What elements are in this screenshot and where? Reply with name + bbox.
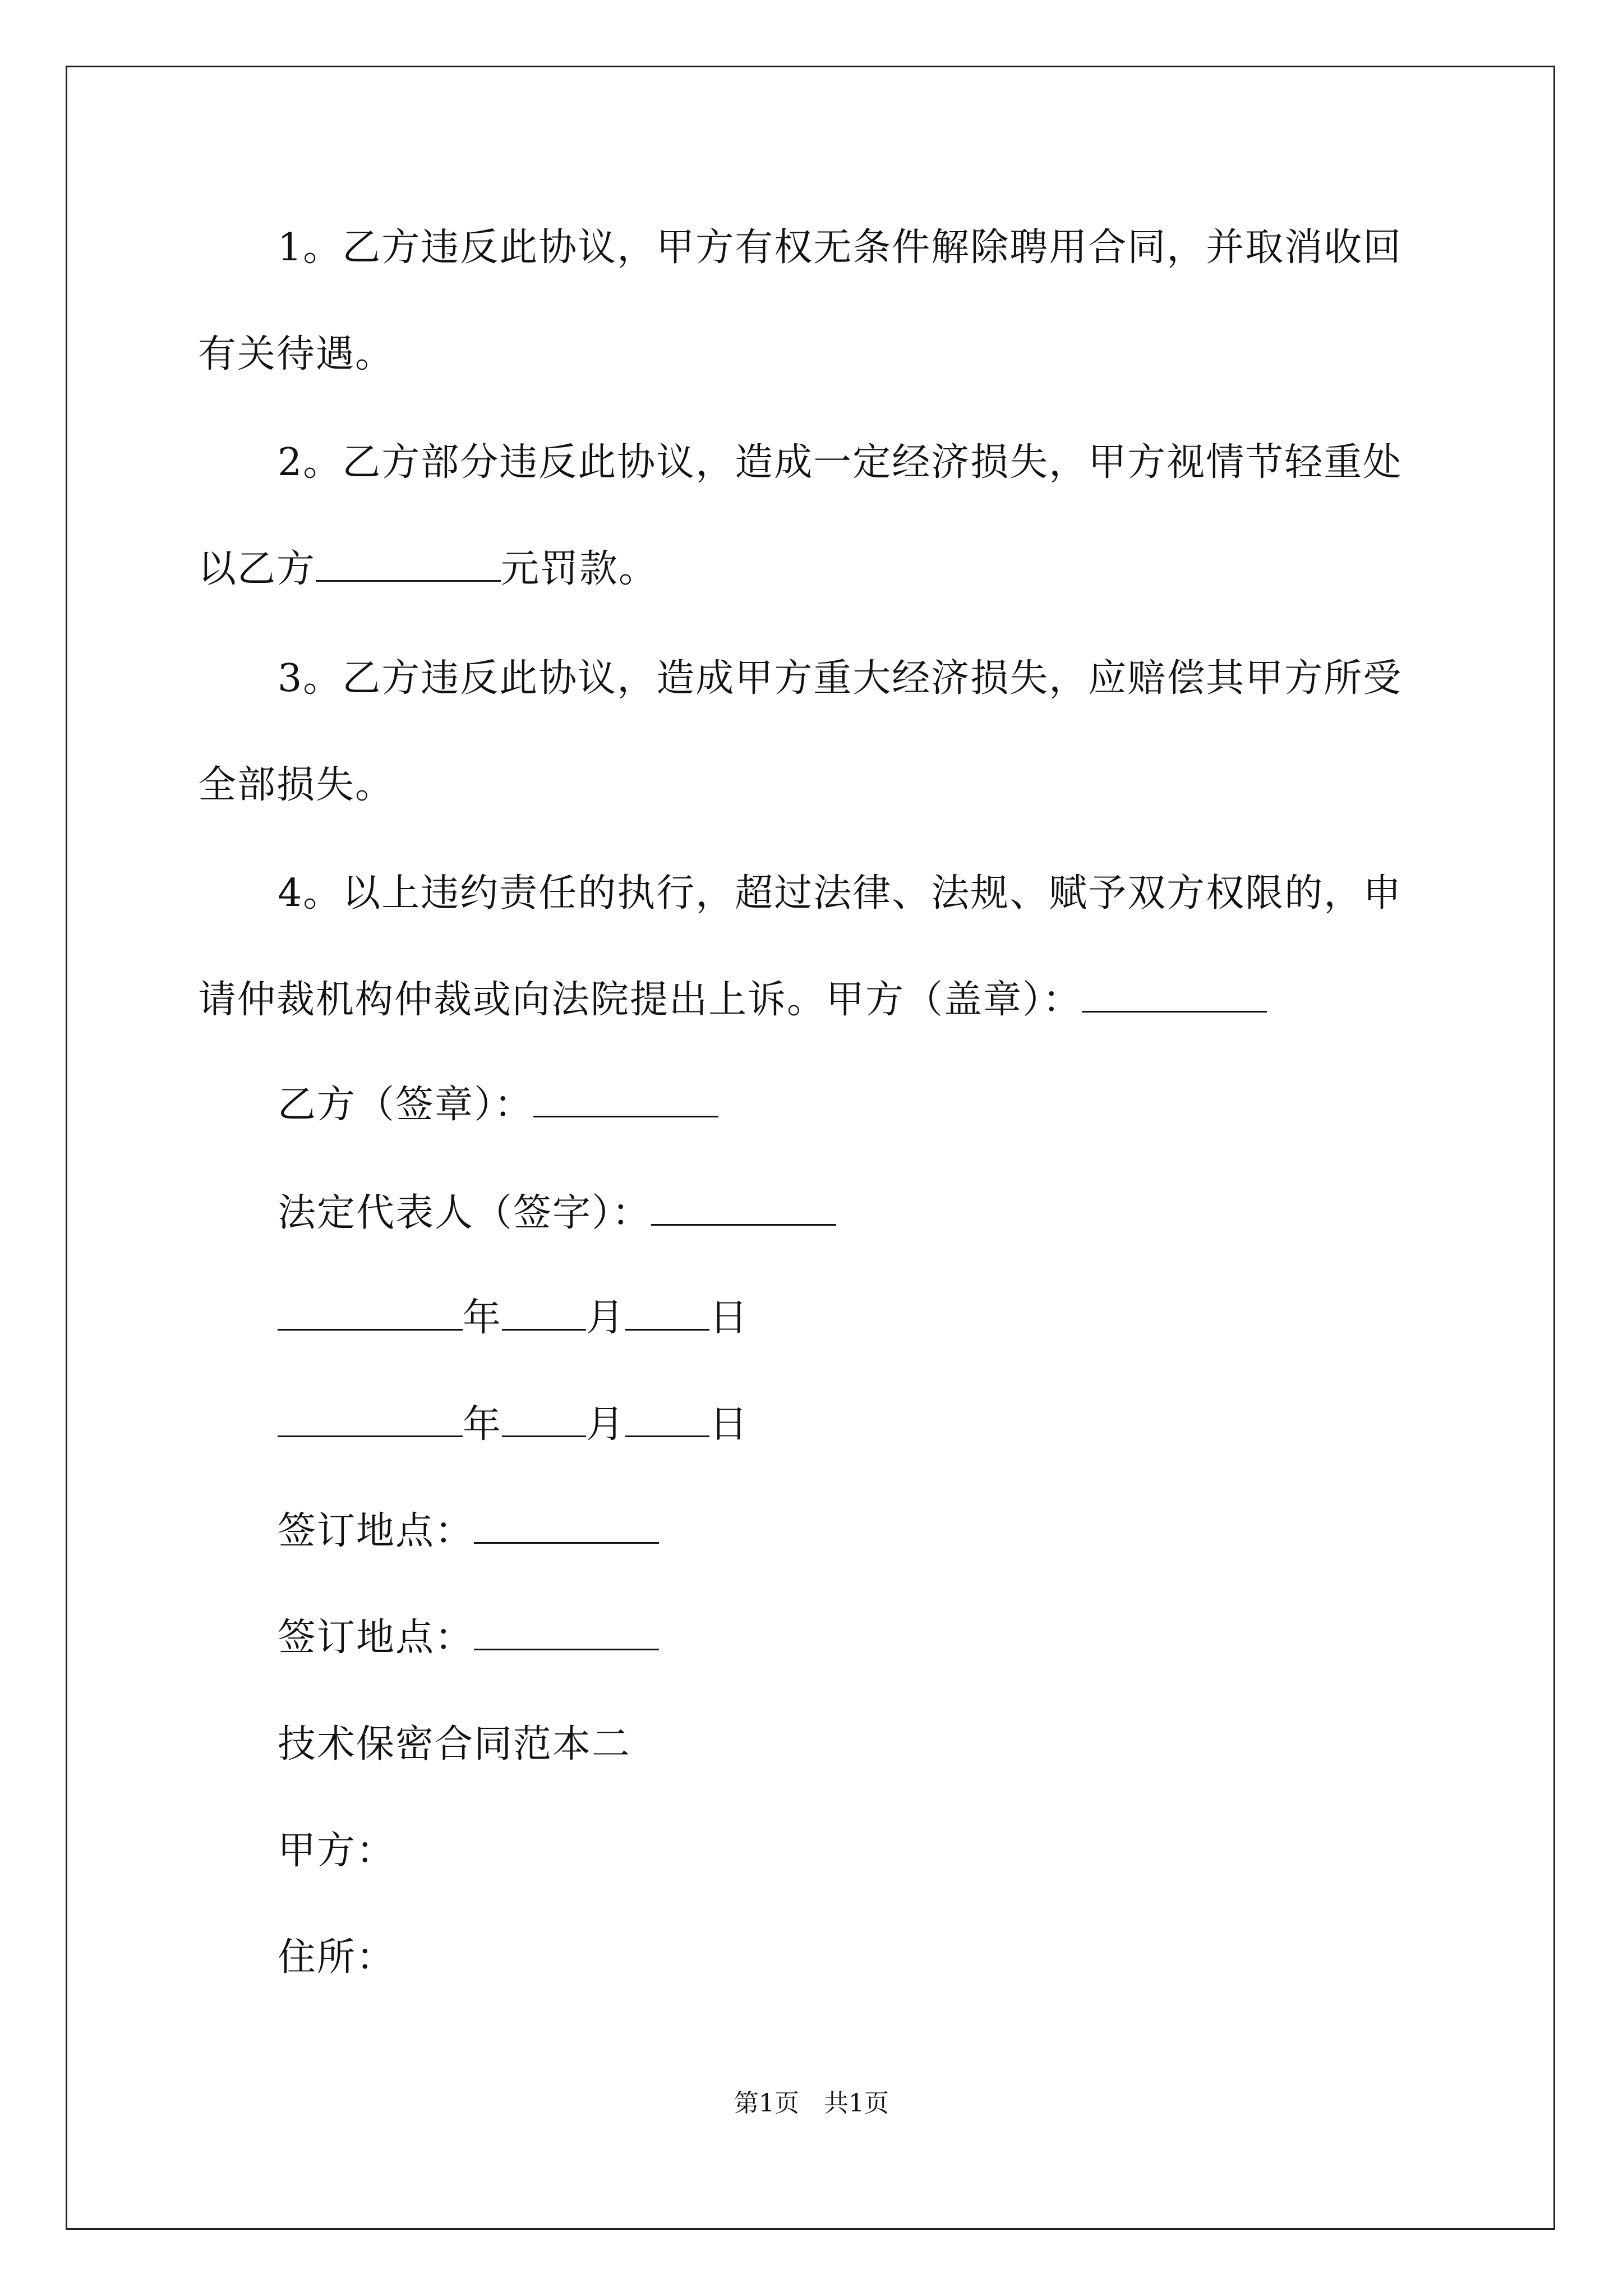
party-a-seal-blank [1082, 978, 1267, 1013]
party-b-seal-line [278, 1083, 718, 1128]
page-footer: 第1页 共1页 [734, 2089, 889, 2118]
clause-4-line-1: 4。以上违约责任的执行，超过法律、法规、赋予双方权限的，申 [278, 871, 1403, 915]
month-blank [502, 1296, 586, 1331]
clause-1-line-1: 1。乙方违反此协议，甲方有权无条件解除聘用合同，并取消收回 [278, 226, 1403, 270]
clause-3-line-2: 全部损失。 [198, 763, 395, 807]
date-line-1 [278, 1296, 749, 1341]
day-label: 日 [709, 1402, 749, 1447]
clause-3-line-1: 3。乙方违反此协议，造成甲方重大经济损失，应赔偿其甲方所受 [278, 656, 1403, 701]
year-label: 年 [463, 1296, 502, 1340]
signing-place-blank [474, 1616, 659, 1650]
party-b-seal-label: 乙方（签章）： [278, 1083, 534, 1127]
clause-2-line-1: 2。乙方部分违反此协议，造成一定经济损失，甲方视情节轻重处 [278, 440, 1403, 485]
year-blank [278, 1403, 463, 1437]
date-line-2 [278, 1402, 749, 1447]
legal-rep-label: 法定代表人（签字）： [278, 1191, 652, 1235]
section-title: 技术保密合同范本二 [278, 1722, 631, 1766]
party-b-seal-blank [533, 1083, 718, 1117]
month-blank [502, 1403, 586, 1437]
clause-2-line-2 [198, 547, 658, 592]
signing-place-line-2 [278, 1616, 659, 1660]
clause-2-prefix: 以乙方 [198, 547, 316, 591]
clause-4-line-2 [198, 978, 1267, 1023]
legal-rep-line [278, 1191, 836, 1236]
clause-2-suffix: 元罚款。 [501, 547, 658, 591]
signing-place-label: 签订地点： [278, 1509, 474, 1553]
signing-place-blank [474, 1510, 659, 1544]
signing-place-label: 签订地点： [278, 1616, 474, 1660]
page-border [66, 66, 1555, 2230]
month-label: 月 [586, 1296, 626, 1340]
year-label: 年 [463, 1402, 502, 1447]
day-label: 日 [709, 1296, 749, 1340]
fine-amount-blank [316, 547, 501, 582]
party-a-label: 甲方： [278, 1829, 396, 1873]
signing-place-line-1 [278, 1509, 659, 1554]
clause-1-line-2: 有关待遇。 [198, 332, 395, 376]
party-a-seal-label: 请仲裁机构仲裁或向法院提出上诉。甲方（盖章）： [198, 978, 1082, 1022]
year-blank [278, 1296, 463, 1331]
day-blank [625, 1403, 709, 1437]
legal-rep-blank [651, 1191, 836, 1226]
month-label: 月 [586, 1402, 626, 1447]
day-blank [625, 1296, 709, 1331]
address-label: 住所： [278, 1935, 396, 1980]
